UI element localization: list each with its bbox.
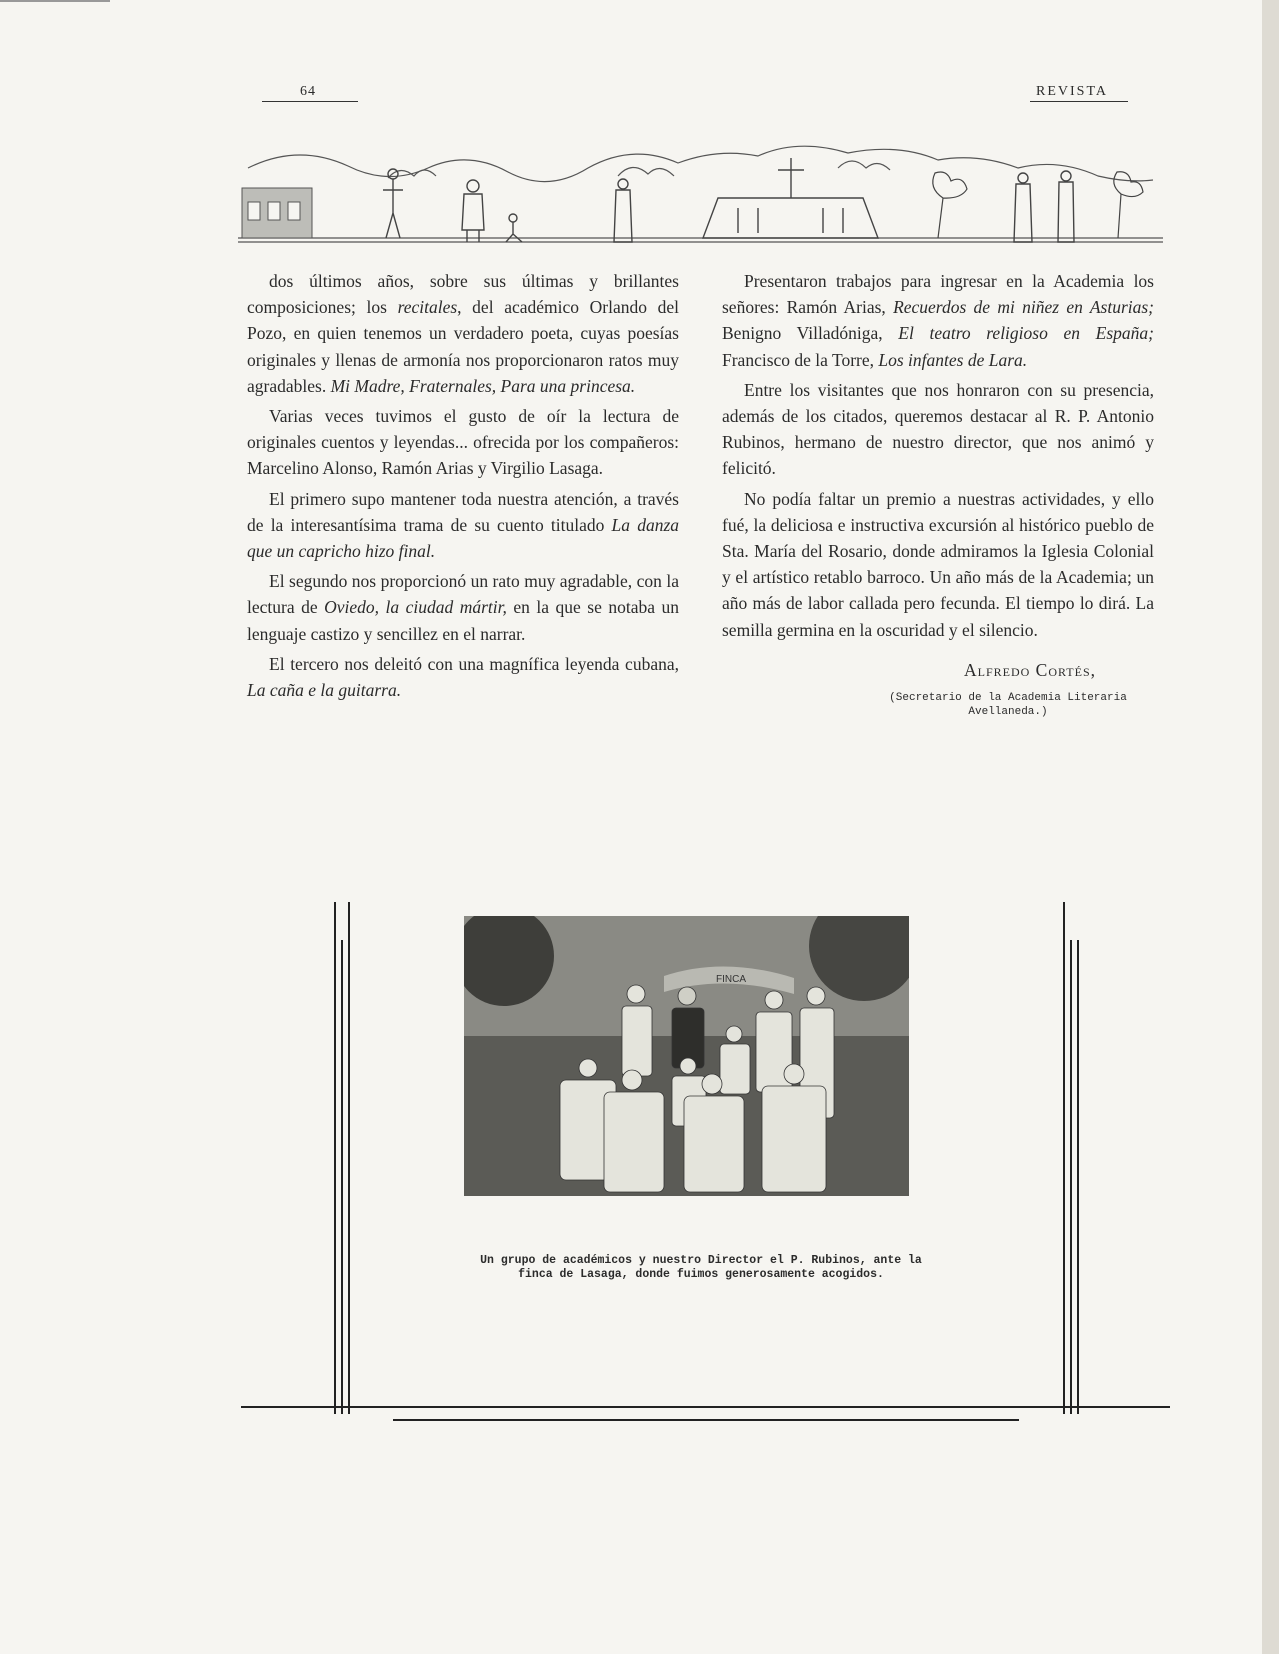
- frame-bar-left-inner: [348, 902, 350, 1414]
- text-run: El tercero nos deleitó con una magnífica leyenda cubana,: [269, 653, 679, 674]
- paragraph: [247, 486, 679, 565]
- text-run: Benigno Villadóniga,: [722, 323, 899, 344]
- banner-hills: [248, 146, 1153, 181]
- italic-title: Mi Madre, Fraternales, Para una princesa.: [330, 375, 636, 396]
- scan-mark: [0, 0, 110, 2]
- italic-title: Recuerdos de mi niñez en Asturias;: [893, 297, 1155, 318]
- italic-title: La danza que un capricho hizo final.: [247, 514, 679, 562]
- text-run: Francisco de la Torre,: [722, 349, 879, 370]
- paragraph: [247, 403, 679, 482]
- text-run: El primero supo mantener toda nuestra atención, a través de la interesantísima trama de su cuento titulado: [247, 488, 679, 535]
- text-run: en la que se notaba un lenguaje castizo y sencillez en el narrar.: [247, 597, 679, 644]
- paragraph: [722, 377, 1154, 482]
- italic-title: El teatro religioso en España;: [898, 323, 1154, 344]
- paragraph: [247, 268, 679, 399]
- frame-bar-right-inner: [1063, 902, 1065, 1414]
- italic-title: Los infantes de Lara.: [878, 349, 1028, 370]
- banner-clouds: [388, 161, 890, 178]
- paragraph: [722, 268, 1154, 373]
- author-title: (Secretario de la Academia Literaria Avellaneda.): [889, 692, 1127, 719]
- group-photo-illustration: [464, 916, 909, 1196]
- page-number: 64: [300, 84, 316, 99]
- text-run: , del académico Orlando del Pozo, en quien tenemos un verdadero poeta, cuyas poesías originales y llenas de armonía nos proporcionaron ratos muy agradables.: [247, 297, 679, 396]
- text-run: No podía faltar un premio a nuestras actividades, y ello fué, la deliciosa e instructiva excursión al histórico pueblo de Sta. María del Rosario, donde admiramos la Iglesia Colonial y el artístico retablo barroco. Un año más de la Academia; un año más de labor callada pero fecunda. El tiempo lo dirá. La semilla germina en la oscuridad y el silencio.: [722, 488, 1154, 640]
- italic-title: Oviedo, la ciudad mártir,: [324, 597, 507, 618]
- decorative-banner-illustration: [238, 138, 1163, 258]
- page-edge: [1262, 0, 1279, 1654]
- finca-sign-text: FINCA: [716, 974, 746, 985]
- frame-bar-right-mid: [1070, 940, 1072, 1414]
- group-photo: [464, 916, 909, 1196]
- text-run: Varias veces tuvimos el gusto de oír la lectura de originales cuentos y leyendas... ofrecida por los compañeros: Marcelino Alonso, Ramón Arias y Virgilio Lasaga.: [247, 406, 679, 479]
- paragraph: [247, 651, 679, 703]
- page-number-rule: [262, 101, 358, 102]
- text-run: dos últimos años, sobre sus últimas y brillantes composiciones; los: [247, 271, 679, 318]
- running-head: REVISTA: [1036, 84, 1108, 99]
- running-head-rule: [1030, 101, 1128, 102]
- figure-icon: [383, 169, 1074, 242]
- paragraph: [722, 486, 1154, 643]
- text-run: El segundo nos proporcionó un rato muy agradable, con la lectura de: [247, 571, 679, 618]
- house-icon: [242, 188, 312, 238]
- paragraph: [247, 568, 679, 647]
- author-signature: Alfredo Cortés,: [963, 659, 1096, 680]
- frame-bar-right-outer: [1077, 940, 1079, 1414]
- frame-bar-left-outer: [334, 902, 336, 1414]
- text-run: Entre los visitantes que nos honraron con su presencia, además de los citados, queremos destacar al R. P. Antonio Rubinos, hermano de nuestro director, que nos animó y felicitó.: [722, 379, 1154, 479]
- text-run: Presentaron trabajos para ingresar en la Academia los señores: Ramón Arias,: [722, 271, 1154, 318]
- left-text-column: [247, 268, 679, 707]
- frame-bar-left-mid: [341, 940, 343, 1414]
- church-with-cross-icon: [703, 158, 878, 238]
- footer-rule-long: [241, 1406, 1170, 1408]
- right-text-column: [722, 268, 1154, 719]
- photo-caption: Un grupo de académicos y nuestro Director el P. Rubinos, ante la finca de Lasaga, donde fuimos generosamente acogidos.: [480, 1254, 922, 1281]
- italic-title: recitales: [397, 297, 458, 318]
- italic-title: La caña e la guitarra.: [247, 680, 402, 701]
- tree-icon: [933, 172, 1143, 238]
- footer-rule-short: [393, 1419, 1019, 1421]
